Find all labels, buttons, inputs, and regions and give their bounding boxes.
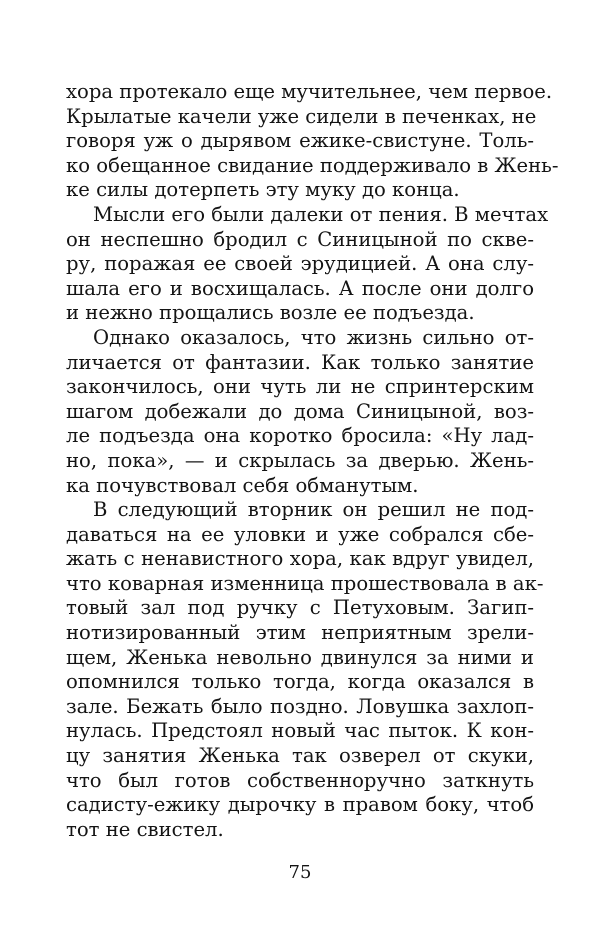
text-line: садисту-ежику дырочку в правом боку, чтоб xyxy=(66,793,534,817)
paragraph xyxy=(66,202,549,326)
text-line: и нежно прощались возле ее подъезда. xyxy=(66,301,475,325)
text-line: личается от фантазии. Как только занятие xyxy=(66,350,534,374)
text-line: жать с ненавистного хора, как вдруг увидел, xyxy=(66,547,534,571)
text-line: ка почувствовал себя обманутым. xyxy=(66,473,419,497)
text-line: что коварная изменница прошествовала в ак- xyxy=(66,571,544,595)
text-line: ру, поражая ее своей эрудицией. А она слу- xyxy=(66,252,534,276)
text-line: Однако оказалось, что жизнь сильно от- xyxy=(93,325,534,349)
text-line: шала его и восхищалась. А после они долго xyxy=(66,276,534,300)
text-line: нулась. Предстоял новый час пыток. К кон- xyxy=(66,719,534,743)
text-line: ке силы дотерпеть эту муку до конца. xyxy=(66,178,460,202)
text-line: товый зал под ручку с Петуховым. Загип- xyxy=(66,596,534,620)
page-text xyxy=(66,80,559,842)
text-line: Мысли его были далеки от пения. В мечтах xyxy=(93,202,549,226)
text-line: нотизированный этим неприятным зрели- xyxy=(66,621,534,645)
text-line: Крылатые качели уже сидели в печенках, не xyxy=(66,104,537,128)
text-line: щем, Женька невольно двинулся за ними и xyxy=(66,645,534,669)
text-line: В следующий вторник он решил не под- xyxy=(93,498,534,522)
text-line: опомнился только тогда, когда оказался в xyxy=(66,670,534,694)
text-line: он неспешно бродил с Синицыной по скве- xyxy=(66,227,534,251)
text-line: шагом добежали до дома Синицыной, воз- xyxy=(66,399,534,423)
paragraph xyxy=(66,80,559,203)
paragraph xyxy=(66,326,534,498)
text-line: ле подъезда она коротко бросила: «Ну лад- xyxy=(66,424,534,448)
text-line: закончилось, они чуть ли не спринтерским xyxy=(66,375,534,399)
text-line: но, пока», — и скрылась за дверью. Жень- xyxy=(66,448,534,472)
text-line: говоря уж о дырявом ежике-свистуне. Толь- xyxy=(66,129,534,153)
text-line: что был готов собственноручно заткнуть xyxy=(66,768,534,792)
page-number: 75 xyxy=(288,862,312,883)
text-line: ко обещанное свидание поддерживало в Жень- xyxy=(66,153,559,177)
paragraph xyxy=(66,498,544,842)
text-line: цу занятия Женька так озверел от скуки, xyxy=(66,744,534,768)
text-line: даваться на ее уловки и уже собрался сбе- xyxy=(66,522,534,546)
text-line: зале. Бежать было поздно. Ловушка захлоп- xyxy=(66,694,534,718)
text-line: хора протекало еще мучительнее, чем первое. xyxy=(66,80,553,103)
text-line: тот не свистел. xyxy=(66,817,224,841)
